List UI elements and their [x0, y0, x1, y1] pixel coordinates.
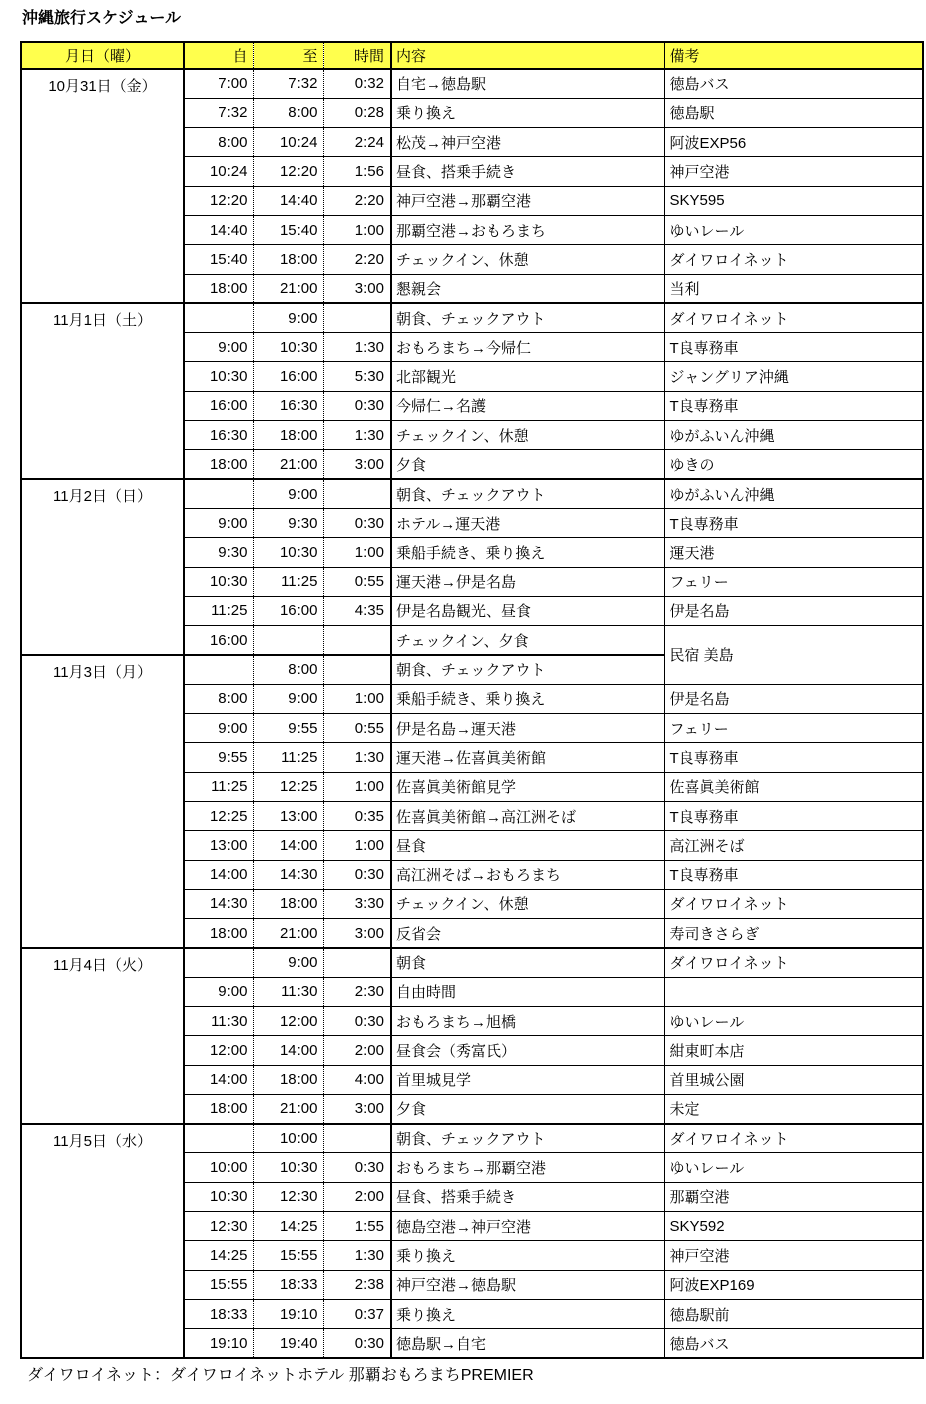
cell-to: 12:30 — [253, 1182, 323, 1211]
cell-from: 9:00 — [184, 714, 253, 743]
cell-desc: 自宅→徳島駅 — [391, 69, 664, 98]
cell-desc: ホテル→運天港 — [391, 508, 664, 537]
cell-from: 9:30 — [184, 538, 253, 567]
cell-from: 18:33 — [184, 1299, 253, 1328]
cell-desc: 乗船手続き、乗り換え — [391, 684, 664, 713]
cell-dur — [323, 479, 391, 508]
cell-note: ジャングリア沖縄 — [664, 362, 923, 391]
cell-dur — [323, 655, 391, 684]
date-cell: 10月31日（金） — [21, 69, 184, 303]
cell-from: 19:10 — [184, 1329, 253, 1358]
cell-from — [184, 1124, 253, 1153]
schedule-table — [20, 41, 924, 1359]
cell-to: 21:00 — [253, 1094, 323, 1123]
cell-dur: 2:00 — [323, 1182, 391, 1211]
cell-desc: チェックイン、休憩 — [391, 245, 664, 274]
cell-to: 16:00 — [253, 362, 323, 391]
cell-to: 14:00 — [253, 1036, 323, 1065]
cell-desc: 神戸空港→徳島駅 — [391, 1270, 664, 1299]
cell-desc: 乗り換え — [391, 1241, 664, 1270]
cell-to: 19:40 — [253, 1329, 323, 1358]
cell-note: ゆいレール — [664, 1153, 923, 1182]
cell-dur: 0:37 — [323, 1299, 391, 1328]
cell-dur: 4:35 — [323, 596, 391, 625]
cell-to: 15:40 — [253, 215, 323, 244]
cell-dur: 1:30 — [323, 421, 391, 450]
cell-from: 18:00 — [184, 450, 253, 479]
cell-dur: 3:00 — [323, 274, 391, 303]
cell-to: 8:00 — [253, 655, 323, 684]
cell-note: ダイワロイネット — [664, 245, 923, 274]
cell-from: 7:32 — [184, 98, 253, 127]
cell-from: 14:25 — [184, 1241, 253, 1270]
cell-to: 11:25 — [253, 567, 323, 596]
cell-note: 寿司きさらぎ — [664, 919, 923, 948]
cell-dur: 1:30 — [323, 743, 391, 772]
cell-note: T良専務車 — [664, 743, 923, 772]
cell-note: ゆがふいん沖縄 — [664, 421, 923, 450]
cell-dur: 3:00 — [323, 450, 391, 479]
cell-desc: 神戸空港→那覇空港 — [391, 186, 664, 215]
date-cell: 11月3日（月） — [21, 655, 184, 948]
cell-note: T良専務車 — [664, 333, 923, 362]
cell-from: 14:30 — [184, 889, 253, 918]
cell-note: SKY595 — [664, 186, 923, 215]
cell-note: ゆきの — [664, 450, 923, 479]
cell-desc: 今帰仁→名護 — [391, 391, 664, 420]
cell-desc: 反省会 — [391, 919, 664, 948]
cell-note: 阿波EXP169 — [664, 1270, 923, 1299]
cell-note: SKY592 — [664, 1212, 923, 1241]
cell-from: 10:24 — [184, 157, 253, 186]
schedule-row — [21, 479, 923, 508]
cell-desc: チェックイン、休憩 — [391, 421, 664, 450]
cell-note: 伊是名島 — [664, 684, 923, 713]
cell-to: 9:00 — [253, 948, 323, 977]
cell-to: 10:30 — [253, 1153, 323, 1182]
cell-from: 14:40 — [184, 215, 253, 244]
cell-from: 10:30 — [184, 567, 253, 596]
cell-to: 18:00 — [253, 421, 323, 450]
cell-note: 阿波EXP56 — [664, 128, 923, 157]
cell-to: 21:00 — [253, 919, 323, 948]
cell-to: 18:33 — [253, 1270, 323, 1299]
cell-to: 10:24 — [253, 128, 323, 157]
page-title: 沖縄旅行スケジュール — [22, 10, 182, 27]
cell-to: 18:00 — [253, 245, 323, 274]
cell-dur: 0:35 — [323, 801, 391, 830]
cell-from: 16:00 — [184, 391, 253, 420]
cell-dur — [323, 948, 391, 977]
cell-dur: 1:55 — [323, 1212, 391, 1241]
cell-desc: 佐喜眞美術館→高江洲そば — [391, 801, 664, 830]
cell-note: T良専務車 — [664, 508, 923, 537]
cell-desc: 朝食 — [391, 948, 664, 977]
cell-desc: 昼食 — [391, 831, 664, 860]
cell-dur: 2:24 — [323, 128, 391, 157]
cell-note: 徳島駅 — [664, 98, 923, 127]
cell-dur: 1:00 — [323, 538, 391, 567]
cell-to: 12:20 — [253, 157, 323, 186]
cell-from: 11:30 — [184, 1007, 253, 1036]
cell-dur: 0:30 — [323, 1153, 391, 1182]
cell-desc: 運天港→伊是名島 — [391, 567, 664, 596]
date-cell: 11月4日（火） — [21, 948, 184, 1124]
cell-from: 7:00 — [184, 69, 253, 98]
cell-dur: 1:00 — [323, 215, 391, 244]
cell-desc: 那覇空港→おもろまち — [391, 215, 664, 244]
cell-from: 18:00 — [184, 1094, 253, 1123]
cell-note: 伊是名島 — [664, 596, 923, 625]
cell-from: 15:55 — [184, 1270, 253, 1299]
cell-dur: 0:30 — [323, 391, 391, 420]
cell-from: 9:00 — [184, 333, 253, 362]
cell-to — [253, 626, 323, 655]
cell-dur: 0:30 — [323, 508, 391, 537]
cell-from: 11:25 — [184, 596, 253, 625]
cell-dur: 3:00 — [323, 919, 391, 948]
cell-desc: 朝食、チェックアウト — [391, 655, 664, 684]
cell-to: 11:30 — [253, 977, 323, 1006]
cell-from: 13:00 — [184, 831, 253, 860]
cell-desc: おもろまち→今帰仁 — [391, 333, 664, 362]
cell-dur: 3:30 — [323, 889, 391, 918]
cell-dur: 5:30 — [323, 362, 391, 391]
cell-desc: 松茂→神戸空港 — [391, 128, 664, 157]
cell-note: 那覇空港 — [664, 1182, 923, 1211]
cell-desc: 昼食、搭乗手続き — [391, 157, 664, 186]
cell-dur: 4:00 — [323, 1065, 391, 1094]
cell-note: 徳島バス — [664, 69, 923, 98]
cell-dur — [323, 1124, 391, 1153]
cell-to: 14:40 — [253, 186, 323, 215]
cell-desc: 乗船手続き、乗り換え — [391, 538, 664, 567]
cell-desc: 伊是名島観光、昼食 — [391, 596, 664, 625]
cell-dur: 2:38 — [323, 1270, 391, 1299]
cell-to: 9:00 — [253, 684, 323, 713]
cell-desc: 乗り換え — [391, 1299, 664, 1328]
cell-from: 9:00 — [184, 508, 253, 537]
cell-to: 19:10 — [253, 1299, 323, 1328]
cell-to: 16:30 — [253, 391, 323, 420]
cell-desc: 朝食、チェックアウト — [391, 1124, 664, 1153]
cell-note: 徳島駅前 — [664, 1299, 923, 1328]
schedule-row — [21, 69, 923, 98]
cell-from: 14:00 — [184, 1065, 253, 1094]
cell-desc: 懇親会 — [391, 274, 664, 303]
cell-desc: 運天港→佐喜眞美術館 — [391, 743, 664, 772]
cell-dur: 0:55 — [323, 714, 391, 743]
cell-dur — [323, 303, 391, 332]
cell-to: 9:30 — [253, 508, 323, 537]
cell-desc: 昼食会（秀富氏） — [391, 1036, 664, 1065]
cell-from: 18:00 — [184, 274, 253, 303]
date-cell: 11月2日（日） — [21, 479, 184, 655]
cell-dur: 1:00 — [323, 684, 391, 713]
cell-desc: 徳島空港→神戸空港 — [391, 1212, 664, 1241]
cell-note: フェリー — [664, 567, 923, 596]
cell-note: T良専務車 — [664, 801, 923, 830]
cell-to: 7:32 — [253, 69, 323, 98]
cell-desc: 首里城見学 — [391, 1065, 664, 1094]
cell-from: 12:00 — [184, 1036, 253, 1065]
cell-from: 14:00 — [184, 860, 253, 889]
cell-dur: 1:30 — [323, 1241, 391, 1270]
cell-to: 8:00 — [253, 98, 323, 127]
cell-note: 徳島バス — [664, 1329, 923, 1358]
cell-note: 運天港 — [664, 538, 923, 567]
cell-from: 8:00 — [184, 684, 253, 713]
cell-dur: 0:55 — [323, 567, 391, 596]
cell-note — [664, 977, 923, 1006]
cell-desc: 乗り換え — [391, 98, 664, 127]
cell-desc: 高江洲そば→おもろまち — [391, 860, 664, 889]
cell-desc: 朝食、チェックアウト — [391, 479, 664, 508]
cell-dur: 3:00 — [323, 1094, 391, 1123]
header-row — [21, 42, 923, 69]
header-content: 内容 — [391, 42, 664, 69]
cell-dur: 0:32 — [323, 69, 391, 98]
cell-dur: 1:00 — [323, 772, 391, 801]
cell-note: ダイワロイネット — [664, 889, 923, 918]
header-from: 自 — [184, 42, 253, 69]
cell-from: 12:30 — [184, 1212, 253, 1241]
cell-from: 10:00 — [184, 1153, 253, 1182]
cell-to: 10:30 — [253, 333, 323, 362]
cell-from: 9:00 — [184, 977, 253, 1006]
cell-to: 12:00 — [253, 1007, 323, 1036]
cell-from: 18:00 — [184, 919, 253, 948]
cell-dur: 0:30 — [323, 1329, 391, 1358]
schedule-row — [21, 948, 923, 977]
cell-desc: 朝食、チェックアウト — [391, 303, 664, 332]
cell-to: 16:00 — [253, 596, 323, 625]
cell-note: ゆいレール — [664, 1007, 923, 1036]
cell-to: 10:00 — [253, 1124, 323, 1153]
cell-note: 佐喜眞美術館 — [664, 772, 923, 801]
cell-note: フェリー — [664, 714, 923, 743]
cell-to: 12:25 — [253, 772, 323, 801]
header-date: 月日（曜） — [21, 42, 184, 69]
cell-to: 15:55 — [253, 1241, 323, 1270]
cell-desc: チェックイン、休憩 — [391, 889, 664, 918]
cell-dur: 2:20 — [323, 245, 391, 274]
cell-note: 首里城公園 — [664, 1065, 923, 1094]
cell-note: ダイワロイネット — [664, 303, 923, 332]
cell-dur: 1:30 — [323, 333, 391, 362]
cell-dur: 2:00 — [323, 1036, 391, 1065]
cell-from — [184, 948, 253, 977]
cell-dur: 2:20 — [323, 186, 391, 215]
cell-to: 21:00 — [253, 450, 323, 479]
cell-from — [184, 655, 253, 684]
cell-note: 民宿 美島 — [664, 626, 923, 685]
cell-to: 9:55 — [253, 714, 323, 743]
cell-to: 9:00 — [253, 479, 323, 508]
cell-desc: おもろまち→旭橋 — [391, 1007, 664, 1036]
cell-to: 21:00 — [253, 274, 323, 303]
cell-note: 紺東町本店 — [664, 1036, 923, 1065]
cell-desc: 北部観光 — [391, 362, 664, 391]
cell-from: 15:40 — [184, 245, 253, 274]
cell-to: 9:00 — [253, 303, 323, 332]
date-cell: 11月1日（土） — [21, 303, 184, 479]
cell-note: ゆがふいん沖縄 — [664, 479, 923, 508]
cell-desc: 佐喜眞美術館見学 — [391, 772, 664, 801]
cell-dur: 0:30 — [323, 860, 391, 889]
cell-note: 高江洲そば — [664, 831, 923, 860]
cell-from: 10:30 — [184, 1182, 253, 1211]
cell-note: ダイワロイネット — [664, 1124, 923, 1153]
cell-dur — [323, 626, 391, 655]
cell-from: 12:20 — [184, 186, 253, 215]
cell-to: 14:30 — [253, 860, 323, 889]
header-to: 至 — [253, 42, 323, 69]
cell-to: 11:25 — [253, 743, 323, 772]
cell-to: 10:30 — [253, 538, 323, 567]
cell-note: ダイワロイネット — [664, 948, 923, 977]
footnote: ダイワロイネット：ダイワロイネットホテル 那覇おもろまちPREMIER — [27, 1367, 534, 1385]
cell-from: 12:25 — [184, 801, 253, 830]
cell-dur: 1:56 — [323, 157, 391, 186]
cell-to: 14:25 — [253, 1212, 323, 1241]
cell-to: 14:00 — [253, 831, 323, 860]
cell-note: 神戸空港 — [664, 157, 923, 186]
cell-to: 18:00 — [253, 889, 323, 918]
cell-desc: 昼食、搭乗手続き — [391, 1182, 664, 1211]
cell-from: 11:25 — [184, 772, 253, 801]
cell-desc: 伊是名島→運天港 — [391, 714, 664, 743]
cell-from — [184, 303, 253, 332]
cell-from: 10:30 — [184, 362, 253, 391]
schedule-body — [21, 69, 923, 1358]
cell-from: 16:30 — [184, 421, 253, 450]
cell-note: ゆいレール — [664, 215, 923, 244]
cell-note: 神戸空港 — [664, 1241, 923, 1270]
cell-desc: 徳島駅→自宅 — [391, 1329, 664, 1358]
schedule-row — [21, 1124, 923, 1153]
cell-dur: 1:00 — [323, 831, 391, 860]
cell-desc: 夕食 — [391, 1094, 664, 1123]
cell-to: 13:00 — [253, 801, 323, 830]
cell-dur: 0:30 — [323, 1007, 391, 1036]
cell-from: 9:55 — [184, 743, 253, 772]
cell-note: T良専務車 — [664, 391, 923, 420]
date-cell: 11月5日（水） — [21, 1124, 184, 1358]
header-remarks: 備考 — [664, 42, 923, 69]
cell-desc: おもろまち→那覇空港 — [391, 1153, 664, 1182]
table-header — [21, 42, 923, 69]
cell-to: 18:00 — [253, 1065, 323, 1094]
cell-from — [184, 479, 253, 508]
cell-desc: 夕食 — [391, 450, 664, 479]
cell-from: 16:00 — [184, 626, 253, 655]
schedule-row — [21, 303, 923, 332]
cell-dur: 0:28 — [323, 98, 391, 127]
cell-note: 当利 — [664, 274, 923, 303]
cell-desc: 自由時間 — [391, 977, 664, 1006]
cell-desc: チェックイン、夕食 — [391, 626, 664, 655]
cell-dur: 2:30 — [323, 977, 391, 1006]
cell-note: T良専務車 — [664, 860, 923, 889]
header-duration: 時間 — [323, 42, 391, 69]
cell-note: 未定 — [664, 1094, 923, 1123]
cell-from: 8:00 — [184, 128, 253, 157]
